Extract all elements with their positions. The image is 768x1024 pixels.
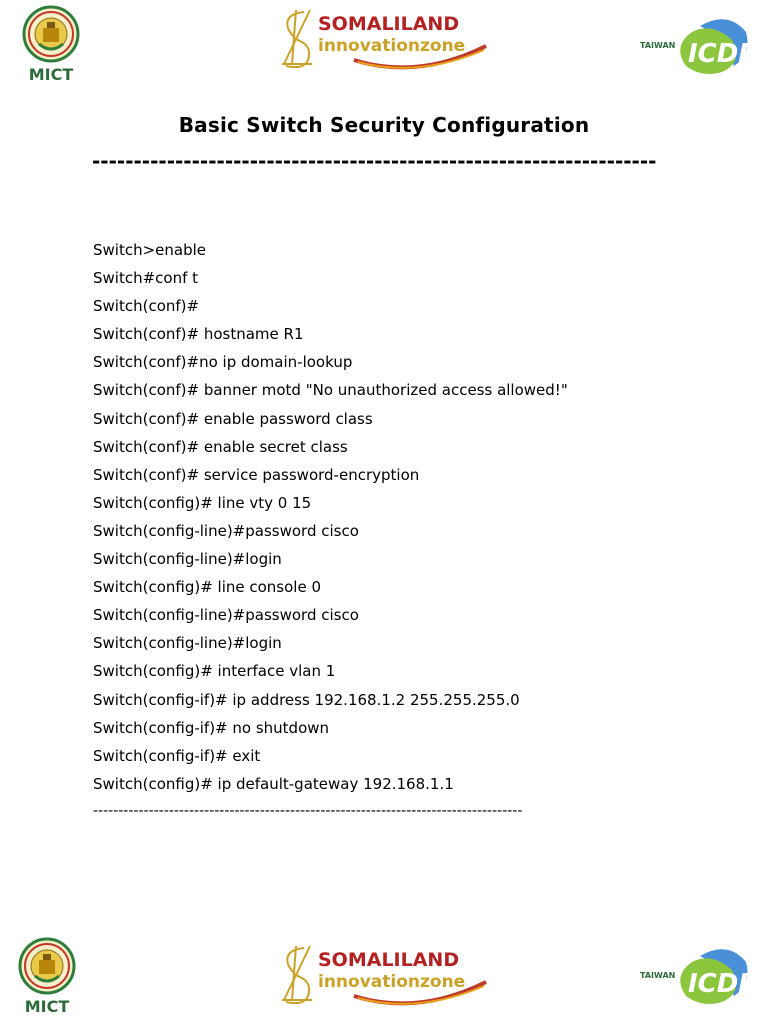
- mict-label: MICT: [24, 997, 70, 1016]
- mict-emblem-icon: [14, 4, 88, 66]
- command-line: Switch>enable: [93, 241, 207, 259]
- command-line: Switch(config-if)# exit: [93, 746, 261, 765]
- brand-line2: innovationzone: [318, 972, 466, 992]
- mict-logo-header: [14, 4, 88, 86]
- command-line: Switch(config-if)# ip address 192.168.1.2 255.255.255.0: [93, 690, 520, 709]
- innovation-zone-logo-footer: [278, 942, 492, 1014]
- command-line: Switch(config-if)# no shutdown: [93, 718, 330, 737]
- taiwan-icdf-logo: [636, 944, 750, 1008]
- command-list: [93, 238, 568, 800]
- command-line: Switch(config-line)#password cisco: [93, 606, 359, 625]
- mict-logo-footer: [10, 936, 84, 1018]
- command-line: Switch(config-line)#password cisco: [93, 521, 359, 540]
- command-line: Switch(config)# line console 0: [93, 578, 322, 597]
- icdf-text: ICDF: [688, 969, 750, 999]
- brand-line2: innovationzone: [318, 36, 466, 56]
- icdf-taiwan-text: TAIWAN: [640, 971, 676, 980]
- command-line: Switch#conf t: [93, 269, 199, 288]
- mict-label: MICT: [28, 65, 74, 84]
- command-line: Switch(conf)#: [93, 297, 200, 316]
- brand-line1: SOMALILAND: [318, 13, 460, 35]
- command-line: Switch(config-line)#login: [93, 634, 282, 653]
- command-line: Switch(config)# interface vlan 1: [93, 662, 336, 681]
- command-line: Switch(config)# line vty 0 15: [93, 493, 312, 512]
- command-line: Switch(config)# ip default-gateway 192.168.1.1: [93, 774, 454, 793]
- innovation-zone-logo-header: [278, 6, 492, 78]
- command-line: Switch(conf)# hostname R1: [93, 325, 304, 344]
- brand-line1: SOMALILAND: [318, 949, 460, 971]
- command-line: Switch(conf)# enable password class: [93, 409, 373, 428]
- icdf-logo-header: [636, 14, 750, 78]
- command-line: Switch(conf)# banner motd "No unauthorized access allowed!": [93, 381, 568, 400]
- command-line: Switch(conf)#no ip domain-lookup: [93, 353, 353, 372]
- icdf-taiwan-text: TAIWAN: [640, 41, 676, 50]
- somaliland-innovation-zone-logo: [278, 6, 492, 78]
- command-line: Switch(conf)# service password-encryption: [93, 465, 420, 484]
- somaliland-innovation-zone-logo: [278, 942, 492, 1014]
- separator-bottom: -------------------------------------------------------------------------------------: [93, 803, 523, 819]
- separator-top: --------------------------------------------------------------------: [92, 149, 657, 173]
- command-line: Switch(config-line)#login: [93, 550, 282, 569]
- mict-emblem-icon: [10, 936, 84, 998]
- page-title: Basic Switch Security Configuration: [178, 113, 590, 137]
- taiwan-icdf-logo: [636, 14, 750, 78]
- command-line: Switch(conf)# enable secret class: [93, 437, 348, 456]
- icdf-text: ICDF: [688, 39, 750, 69]
- icdf-logo-footer: [636, 944, 750, 1008]
